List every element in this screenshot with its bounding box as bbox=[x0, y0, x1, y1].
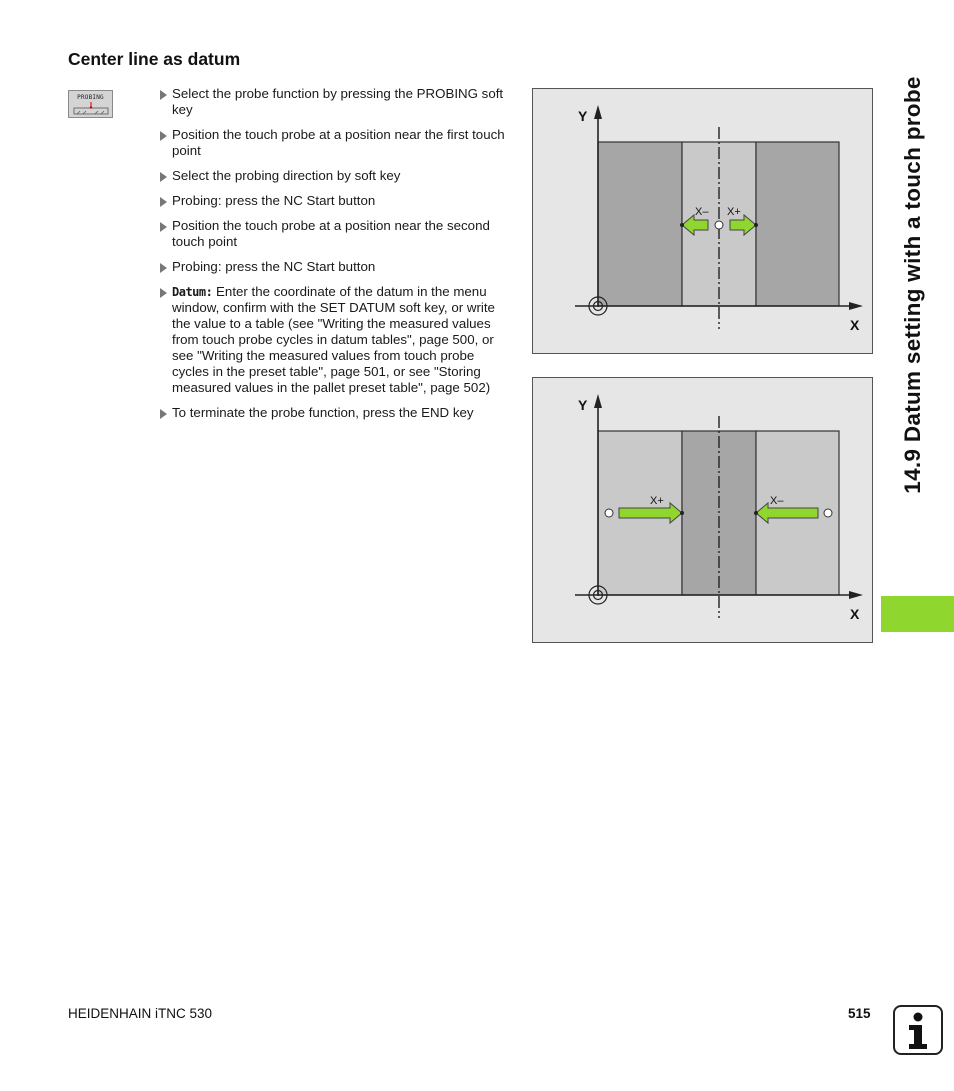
triangle-bullet-icon bbox=[160, 131, 167, 141]
chapter-title: 14.9 Datum setting with a touch probe bbox=[900, 76, 925, 494]
triangle-bullet-icon bbox=[160, 222, 167, 232]
probing-softkey-icon bbox=[68, 90, 113, 118]
datum-keyword: Datum: bbox=[172, 285, 213, 299]
figure-1-drawing bbox=[533, 89, 874, 355]
step-text: Select the probe function by pressing the PROBING soft key bbox=[172, 86, 504, 117]
x-axis-label: X bbox=[850, 317, 860, 333]
figure-probe-outside bbox=[532, 377, 873, 643]
probe-start-point bbox=[715, 221, 723, 229]
y-axis-arrow-icon bbox=[594, 394, 602, 408]
x-axis-arrow-icon bbox=[849, 591, 863, 599]
instruction-list bbox=[158, 86, 513, 430]
triangle-bullet-icon bbox=[160, 197, 167, 207]
touch-point-left bbox=[680, 223, 684, 227]
list-item bbox=[158, 218, 513, 250]
step-text: Probing: press the NC Start button bbox=[172, 259, 376, 274]
direction-label-left: X– bbox=[695, 206, 709, 218]
step-text: Enter the coordinate of the datum in the menu window, confirm with the SET DATUM soft key, or write the value to a table (see "Writing the measured values from touch probe cycles in datum tables", page 500, or see "Writing the measured values from touch probe cycles in the preset table", page 501, or see "Storing measured values in the pallet preset table", page 502) bbox=[172, 284, 495, 395]
section-heading: Center line as datum bbox=[68, 49, 241, 69]
list-item bbox=[158, 259, 513, 275]
list-item bbox=[158, 86, 513, 118]
workpiece-right-block bbox=[756, 142, 839, 306]
probe-start-point-right bbox=[824, 509, 832, 517]
list-item bbox=[158, 168, 513, 184]
step-text: Select the probing direction by soft key bbox=[172, 168, 401, 183]
direction-label-right: X+ bbox=[727, 206, 741, 218]
step-text: Probing: press the NC Start button bbox=[172, 193, 376, 208]
touch-point-right bbox=[754, 511, 758, 515]
list-item bbox=[158, 193, 513, 209]
touch-point-right bbox=[754, 223, 758, 227]
figure-probe-inside bbox=[532, 88, 873, 354]
x-axis-label: X bbox=[850, 606, 860, 622]
info-icon bbox=[893, 1005, 943, 1055]
triangle-bullet-icon bbox=[160, 288, 167, 298]
direction-label-right: X– bbox=[770, 495, 784, 507]
y-axis-arrow-icon bbox=[594, 105, 602, 119]
triangle-bullet-icon bbox=[160, 409, 167, 419]
direction-label-left: X+ bbox=[650, 495, 664, 507]
probe-start-point-left bbox=[605, 509, 613, 517]
triangle-bullet-icon bbox=[160, 90, 167, 100]
chapter-sidebar bbox=[893, 50, 933, 520]
y-axis-label: Y bbox=[578, 397, 588, 413]
list-item bbox=[158, 284, 513, 396]
x-axis-arrow-icon bbox=[849, 302, 863, 310]
softkey-graphic bbox=[73, 102, 109, 116]
step-text: Position the touch probe at a position near the second touch point bbox=[172, 218, 490, 249]
figure-2-drawing bbox=[533, 378, 874, 644]
step-text: Position the touch probe at a position near the first touch point bbox=[172, 127, 505, 158]
chapter-tab bbox=[881, 596, 954, 632]
touch-point-left bbox=[680, 511, 684, 515]
list-item bbox=[158, 405, 513, 421]
y-axis-label: Y bbox=[578, 108, 588, 124]
page-number: 515 bbox=[848, 1006, 871, 1021]
step-text: To terminate the probe function, press the END key bbox=[172, 405, 474, 420]
triangle-bullet-icon bbox=[160, 172, 167, 182]
softkey-label: PROBING bbox=[77, 94, 104, 101]
triangle-bullet-icon bbox=[160, 263, 167, 273]
footer-product: HEIDENHAIN iTNC 530 bbox=[68, 1006, 213, 1021]
workpiece-left-block bbox=[598, 142, 682, 306]
list-item bbox=[158, 127, 513, 159]
